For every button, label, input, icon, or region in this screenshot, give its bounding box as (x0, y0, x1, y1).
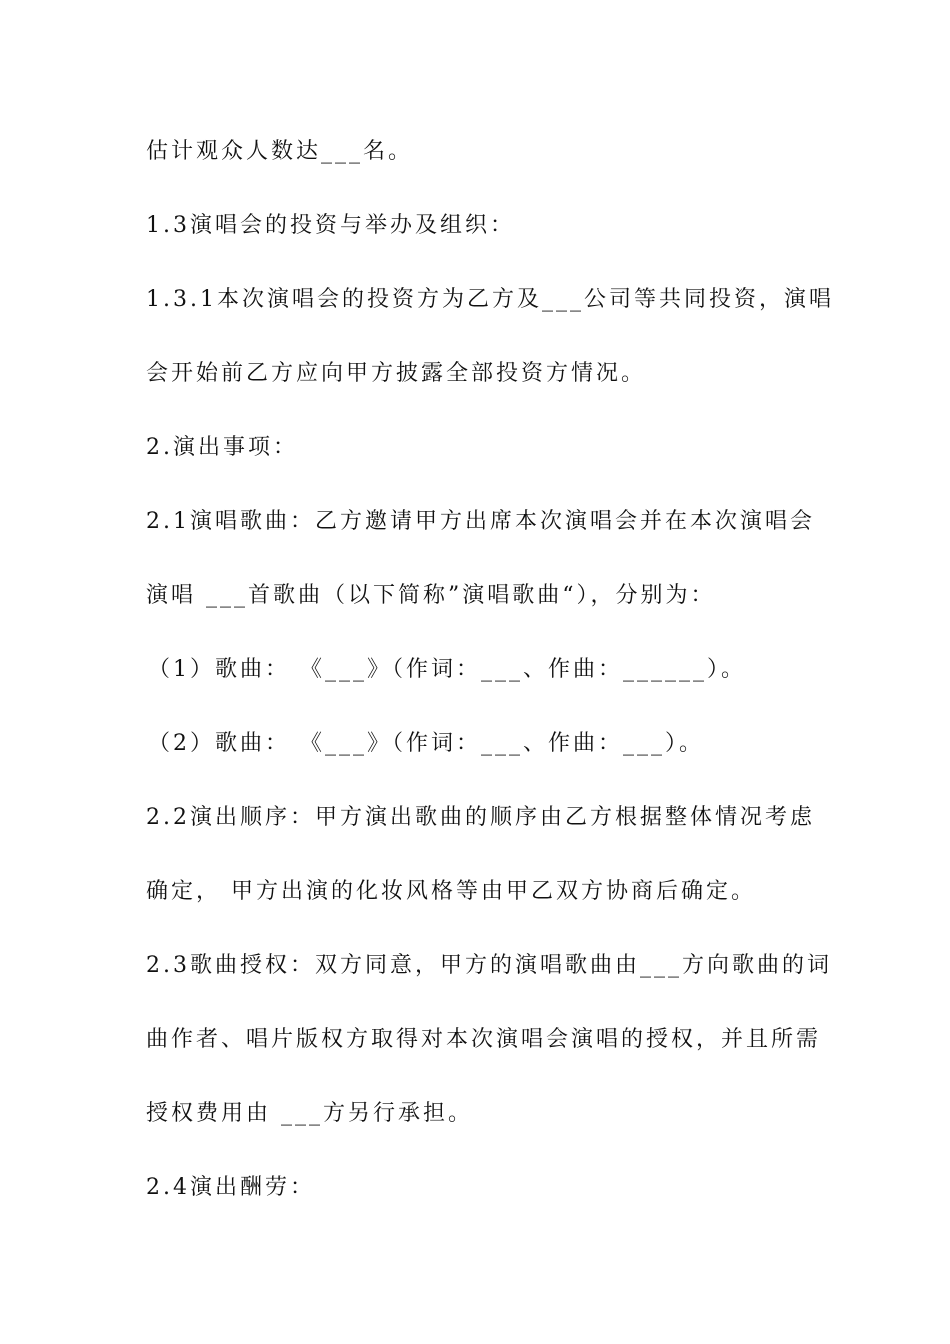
paragraph-line: 2.2演出顺序：甲方演出歌曲的顺序由乙方根据整体情况考虑 (146, 805, 815, 830)
paragraph-line: 2.1演唱歌曲：乙方邀请甲方出席本次演唱会并在本次演唱会 (146, 509, 815, 534)
paragraph-line: 演唱 ___首歌曲（以下简称”演唱歌曲“），分别为： (146, 583, 716, 608)
paragraph-line: 1.3.1本次演唱会的投资方为乙方及___公司等共同投资，演唱 (146, 287, 834, 312)
song-item: （1）歌曲： 《___》（作词：___、作曲：______）。 (148, 657, 746, 682)
paragraph-line: 曲作者、唱片版权方取得对本次演唱会演唱的授权，并且所需 (146, 1027, 822, 1052)
song-item: （2）歌曲： 《___》（作词：___、作曲：___）。 (148, 731, 704, 756)
paragraph-line: 授权费用由 ___方另行承担。 (146, 1101, 473, 1126)
section-heading: 2.4演出酬劳： (146, 1175, 315, 1200)
paragraph-line: 会开始前乙方应向甲方披露全部投资方情况。 (146, 361, 647, 386)
paragraph-line: 估计观众人数达___名。 (146, 139, 414, 164)
section-heading: 2.演出事项： (146, 435, 298, 460)
section-heading: 1.3演唱会的投资与举办及组织： (146, 213, 515, 238)
paragraph-line: 确定， 甲方出演的化妆风格等由甲乙双方协商后确定。 (146, 879, 756, 904)
paragraph-line: 2.3歌曲授权：双方同意，甲方的演唱歌曲由___方向歌曲的词 (146, 953, 832, 978)
